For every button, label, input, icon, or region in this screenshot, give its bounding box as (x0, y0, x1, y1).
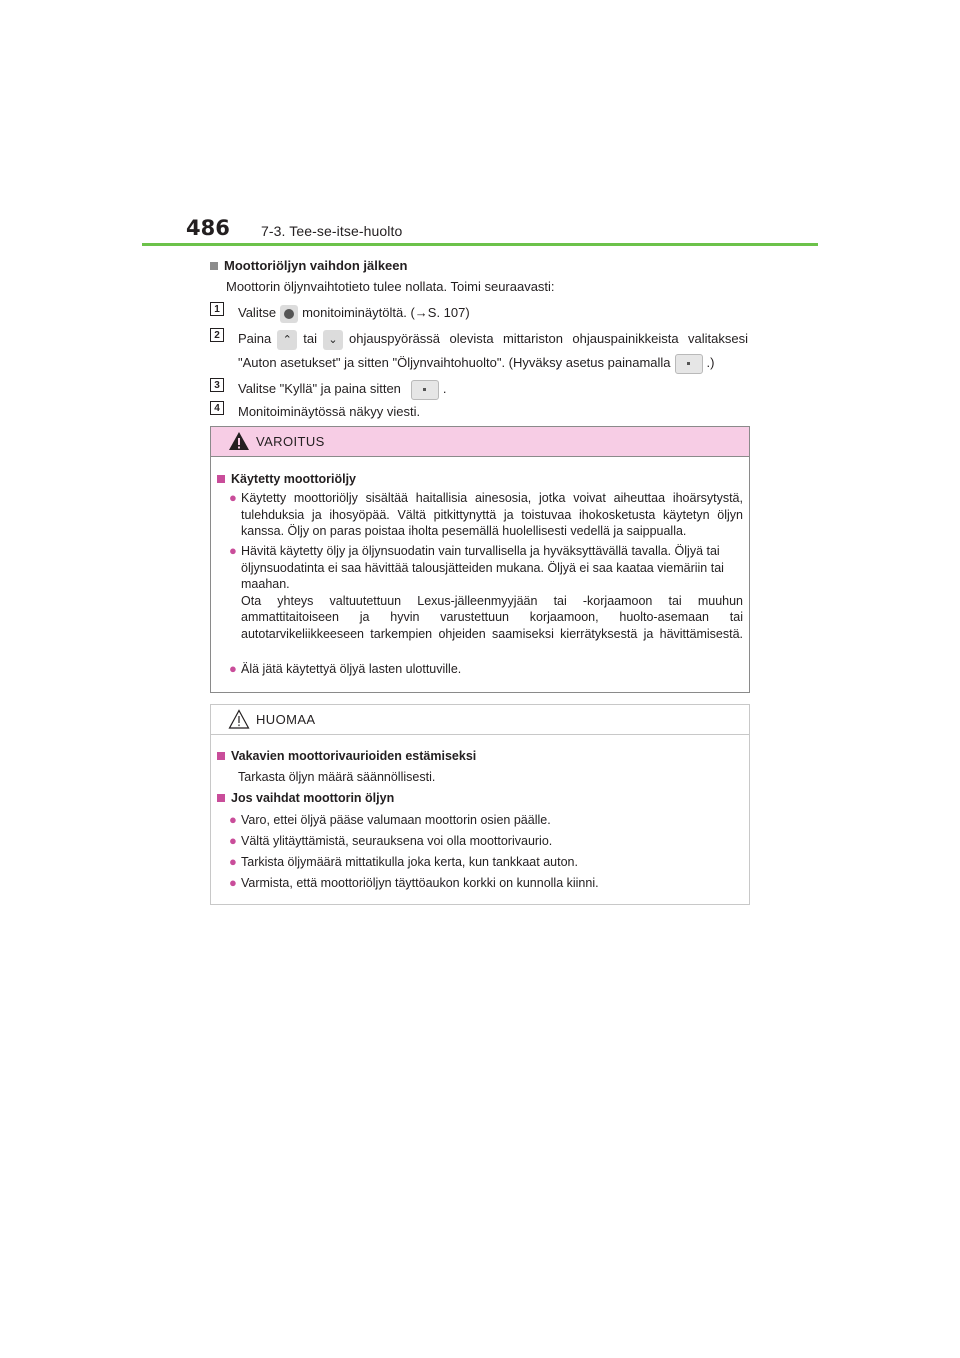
square-bullet-icon (217, 475, 225, 483)
note-bullet: ● Varmista, että moottoriöljyn täyttöaukon korkki on kunnolla kiinni. (229, 875, 599, 890)
bullet-icon: ● (229, 875, 237, 890)
warning-heading: Käytetty moottoriöljy (217, 472, 356, 486)
step-number: 3 (210, 378, 224, 392)
intro-text: Moottorin öljynvaihtotieto tulee nollata. Toimi seuraavasti: (226, 279, 555, 294)
step-number: 1 (210, 302, 224, 316)
note-header (211, 705, 749, 735)
step-number: 4 (210, 401, 224, 415)
note-bullet: ● Tarkista öljymäärä mittatikulla joka kerta, kun tankkaat auton. (229, 854, 578, 869)
warning-triangle-icon (228, 431, 250, 451)
bullet-icon: ● (229, 833, 237, 848)
header-rule (142, 243, 818, 246)
note-title: HUOMAA (256, 712, 316, 727)
step-text: Paina ⌃ tai ⌄ ohjauspyörässä olevista mittariston ohjauspainikkeista valitaksesi "Auton asetukset" ja sitten "Öljynvaihtohuolto". (Hyväksy asetus painamalla .) (238, 327, 748, 375)
warning-header (211, 427, 749, 457)
bullet-icon: ● (229, 854, 237, 869)
warning-box (210, 426, 750, 693)
bullet-icon: ● (229, 490, 237, 505)
square-bullet-icon (217, 752, 225, 760)
square-bullet-icon (210, 262, 218, 270)
section-title: 7-3. Tee-se-itse-huolto (261, 223, 403, 239)
up-arrow-icon: ⌃ (277, 330, 297, 350)
bullet-icon: ● (229, 661, 237, 676)
ok-button-icon (675, 354, 703, 374)
bullet-icon: ● (229, 543, 237, 558)
warning-bullet: ● Älä jätä käytettyä öljyä lasten ulottuville. (229, 661, 462, 676)
note-box (210, 704, 750, 905)
note-heading-2: Jos vaihdat moottorin öljyn (217, 791, 394, 805)
note-heading-1: Vakavien moottorivaurioiden estämiseksi (217, 749, 476, 763)
bullet-icon: ● (229, 812, 237, 827)
square-bullet-icon (217, 794, 225, 802)
settings-icon (280, 305, 298, 323)
ok-button-icon (411, 380, 439, 400)
page-number: 486 (186, 216, 230, 240)
warning-bullet: ● Hävitä käytetty öljy ja öljynsuodatin vain turvallisella ja hyväksyttävällä tavalla. Öljyä tai öljynsuodatinta ei saa hävittää talousjätteiden mukana. Öljyä ei saa kaataa viemäriin tai maahan. Ota yhteys valtuutettuun Lexus-jälleenmyyjään tai -korjaamoon tai muuhun ammattitaitoiseen ja hyvin varustettuun korjaamoon, huolto-asemaan tai autotarvikeliikkeeseen tarkempien ohjeiden saamiseksi kierrätyksestä ja hävittämisestä. (229, 543, 743, 641)
step-text: Valitse monitoiminäytöltä. (→S. 107) (238, 301, 748, 325)
down-arrow-icon: ⌄ (323, 330, 343, 350)
step-text: Monitoiminäytössä näkyy viesti. (238, 404, 421, 419)
note-text-1: Tarkasta öljyn määrä säännöllisesti. (238, 770, 436, 784)
note-bullet: ● Vältä ylitäyttämistä, seurauksena voi olla moottorivaurio. (229, 833, 553, 848)
step-text: Valitse "Kyllä" ja paina sitten . (238, 377, 748, 401)
step-number: 2 (210, 328, 224, 342)
intro-heading: Moottoriöljyn vaihdon jälkeen (210, 258, 407, 273)
caution-triangle-icon (228, 709, 250, 729)
warning-bullet: ● Käytetty moottoriöljy sisältää haitallisia ainesosia, jotka voivat aiheuttaa ihoärsytystä, tulehduksia ja ihosyöpää. Vältä pitkittynyttä ja toistuvaa ihokosketusta käytetyn öljyn kanssa. Öljy on paras poistaa iholta pesemällä huolellisesti vedellä ja saippualla. (229, 490, 743, 538)
warning-title: VAROITUS (256, 434, 325, 449)
note-bullet: ● Varo, ettei öljyä pääse valumaan moottorin osien päälle. (229, 812, 551, 827)
